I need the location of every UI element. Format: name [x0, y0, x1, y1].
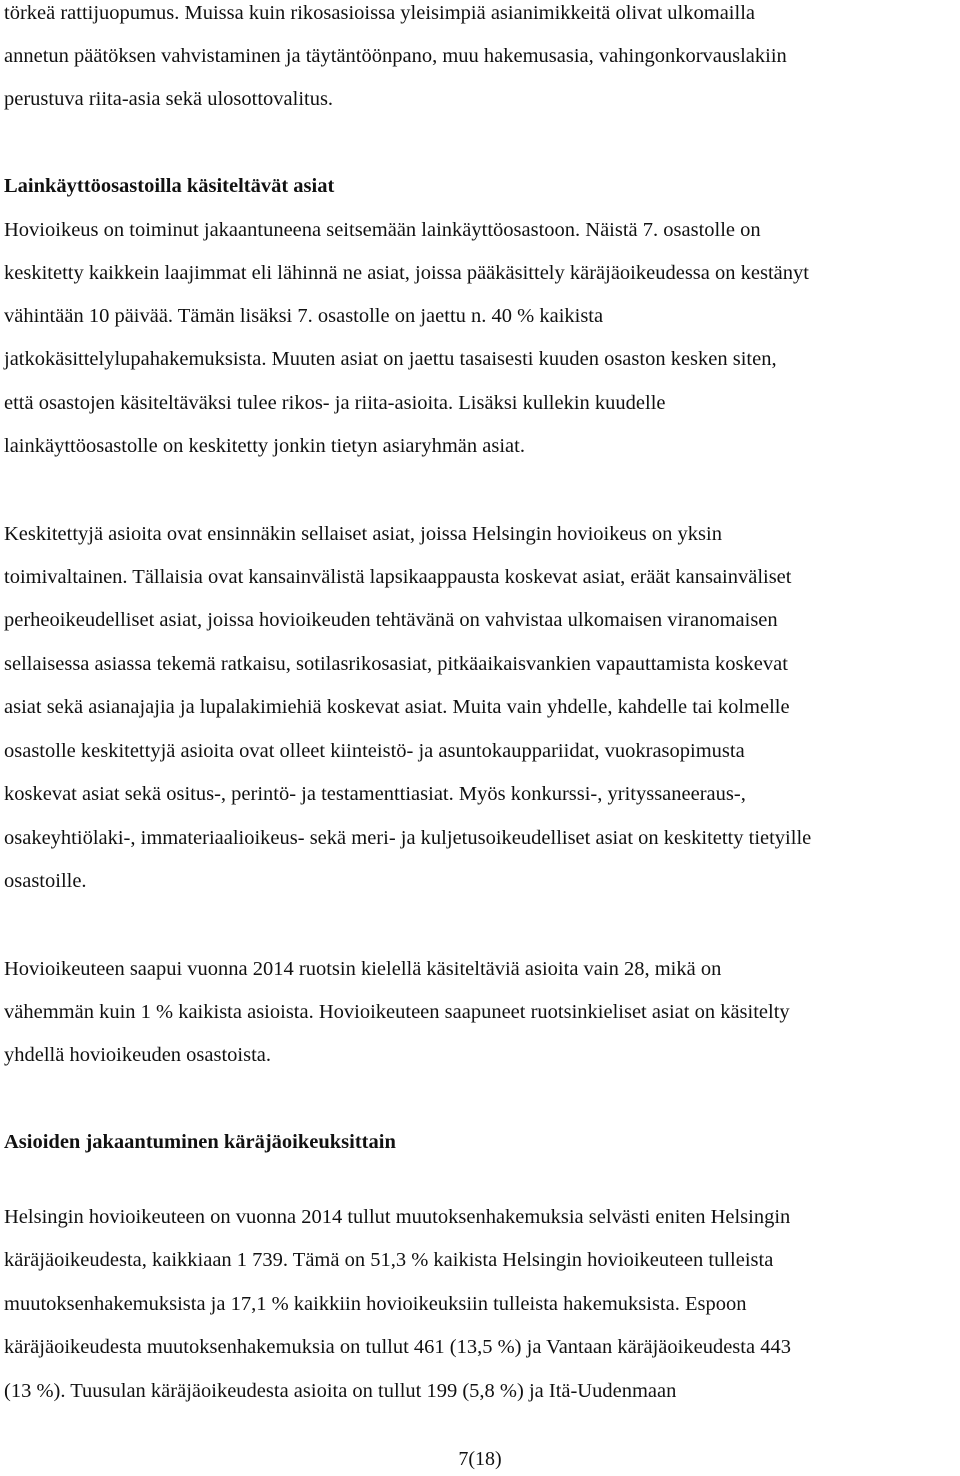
paragraph-5-line-5: (13 %). Tuusulan käräjäoikeudesta asioita on tullut 199 (5,8 %) ja Itä-Uudenmaan — [4, 1380, 677, 1402]
paragraph-3-line-8: osakeyhtiölaki-, immateriaalioikeus- sekä meri- ja kuljetusoikeudelliset asiat on keskitetty tietyille — [4, 827, 812, 849]
paragraph-1-line-2: annetun päätöksen vahvistaminen ja täytäntöönpano, muu hakemusasia, vahingonkorvauslakiin — [4, 45, 787, 67]
section-heading-lainkayttoosastot: Lainkäyttöosastoilla käsiteltävät asiat — [4, 175, 335, 197]
paragraph-5-line-1: Helsingin hovioikeuteen on vuonna 2014 tullut muutoksenhakemuksia selvästi eniten Helsingin — [4, 1206, 791, 1228]
paragraph-3-line-2: toimivaltainen. Tällaisia ovat kansainvälistä lapsikaappausta koskevat asiat, eräät kansainväliset — [4, 566, 792, 588]
paragraph-5-line-2: käräjäoikeudesta, kaikkiaan 1 739. Tämä on 51,3 % kaikista Helsingin hovioikeuteen tulleista — [4, 1249, 774, 1271]
paragraph-4-line-1: Hovioikeuteen saapui vuonna 2014 ruotsin kielellä käsiteltäviä asioita vain 28, mikä on — [4, 958, 722, 980]
paragraph-1-line-3: perustuva riita-asia sekä ulosottovalitus. — [4, 88, 334, 110]
paragraph-2-line-6: lainkäyttöosastolle on keskitetty jonkin tietyn asiaryhmän asiat. — [4, 435, 525, 457]
paragraph-2-line-4: jatkokäsittelylupahakemuksista. Muuten asiat on jaettu tasaisesti kuuden osaston kesken siten, — [4, 348, 777, 370]
paragraph-3-line-9: osastoille. — [4, 870, 87, 892]
paragraph-5-line-4: käräjäoikeudesta muutoksenhakemuksia on tullut 461 (13,5 %) ja Vantaan käräjäoikeudesta 443 — [4, 1336, 791, 1358]
paragraph-2-line-1: Hovioikeus on toiminut jakaantuneena seitsemään lainkäyttöosastoon. Näistä 7. osastolle on — [4, 219, 761, 241]
paragraph-3-line-4: sellaisessa asiassa tekemä ratkaisu, sotilasrikosasiat, pitkäaikaisvankien vapauttamista koskevat — [4, 653, 788, 675]
paragraph-1-line-1: törkeä rattijuopumus. Muissa kuin rikosasioissa yleisimpiä asianimikkeitä olivat ulkomailla — [4, 2, 755, 24]
section-heading-karajaoikeuksittain: Asioiden jakaantuminen käräjäoikeuksittain — [4, 1131, 396, 1153]
paragraph-3-line-7: koskevat asiat sekä ositus-, perintö- ja testamenttiasiat. Myös konkurssi-, yrityssaneeraus-, — [4, 783, 746, 805]
page-number: 7(18) — [458, 1448, 502, 1470]
paragraph-3-line-5: asiat sekä asianajajia ja lupalakimiehiä koskevat asiat. Muita vain yhdelle, kahdelle tai kolmelle — [4, 696, 790, 718]
paragraph-5-line-3: muutoksenhakemuksista ja 17,1 % kaikkiin hovioikeuksiin tulleista hakemuksista. Espoon — [4, 1293, 747, 1315]
paragraph-3-line-3: perheoikeudelliset asiat, joissa hovioikeuden tehtävänä on vahvistaa ulkomaisen viranomaisen — [4, 609, 778, 631]
paragraph-3-line-6: osastolle keskitettyjä asioita ovat olleet kiinteistö- ja asuntokauppariidat, vuokrasopimusta — [4, 740, 745, 762]
paragraph-2-line-2: keskitetty kaikkein laajimmat eli lähinnä ne asiat, joissa pääkäsittely käräjäoikeudessa on kestänyt — [4, 262, 809, 284]
paragraph-2-line-5: että osastojen käsiteltäväksi tulee rikos- ja riita-asioita. Lisäksi kullekin kuudelle — [4, 392, 666, 414]
paragraph-4-line-2: vähemmän kuin 1 % kaikista asioista. Hovioikeuteen saapuneet ruotsinkieliset asiat on käsitelty — [4, 1001, 790, 1023]
paragraph-2-line-3: vähintään 10 päivää. Tämän lisäksi 7. osastolle on jaettu n. 40 % kaikista — [4, 305, 604, 327]
paragraph-3-line-1: Keskitettyjä asioita ovat ensinnäkin sellaiset asiat, joissa Helsingin hovioikeus on yksin — [4, 523, 722, 545]
paragraph-4-line-3: yhdellä hovioikeuden osastoista. — [4, 1044, 272, 1066]
